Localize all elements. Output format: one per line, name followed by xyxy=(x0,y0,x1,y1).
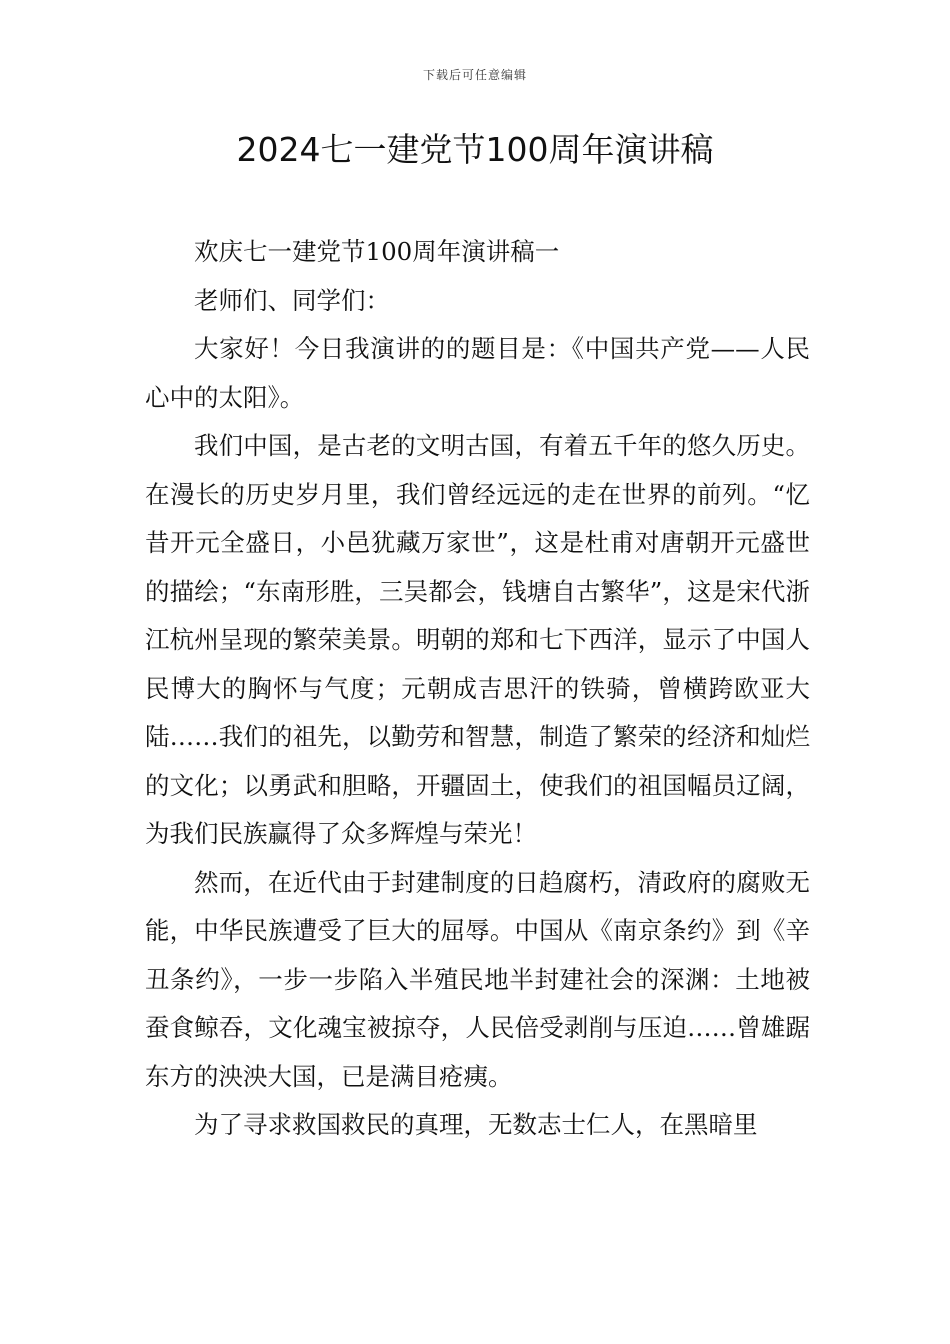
paragraph-modern-humiliation: 然而，在近代由于封建制度的日趋腐朽，清政府的腐败无能，中华民族遭受了巨大的屈辱。中国从《南京条约》到《辛丑条约》，一步一步陷入半殖民地半封建社会的深渊：土地被蚕食鲸吞，文化魂宝被掠夺，人民倍受剥削与压迫……曾雄踞东方的泱泱大国，已是满目疮痍。 xyxy=(145,867,810,1091)
paragraph-greeting: 大家好！今日我演讲的的题目是：《中国共产党——人民心中的太阳》。 xyxy=(145,334,810,412)
paragraph-subtitle: 欢庆七一建党节100周年演讲稿一 xyxy=(194,237,560,266)
paragraph-history: 我们中国，是古老的文明古国，有着五千年的悠久历史。在漫长的历史岁月里，我们曾经远远的走在世界的前列。“忆昔开元全盛日，小邑犹藏万家世”，这是杜甫对唐朝开元盛世的描绘；“东南形胜，三吴都会，钱塘自古繁华”，这是宋代浙江杭州呈现的繁荣美景。明朝的郑和七下西洋，显示了中国人民博大的胸怀与气度；元朝成吉思汗的铁骑，曾横跨欧亚大陆……我们的祖先，以勤劳和智慧，制造了繁荣的经济和灿烂的文化；以勇武和胆略，开疆固土，使我们的祖国幅员辽阔，为我们民族赢得了众多辉煌与荣光！ xyxy=(145,431,810,848)
paragraph-seeking-truth: 为了寻求救国救民的真理，无数志士仁人，在黑暗里 xyxy=(194,1110,758,1139)
document-title: 2024七一建党节100周年演讲稿 xyxy=(236,130,714,169)
document-body xyxy=(145,228,810,1150)
header-note: 下载后可任意编辑 xyxy=(422,68,527,82)
paragraph-salutation: 老师们、同学们： xyxy=(194,285,390,315)
